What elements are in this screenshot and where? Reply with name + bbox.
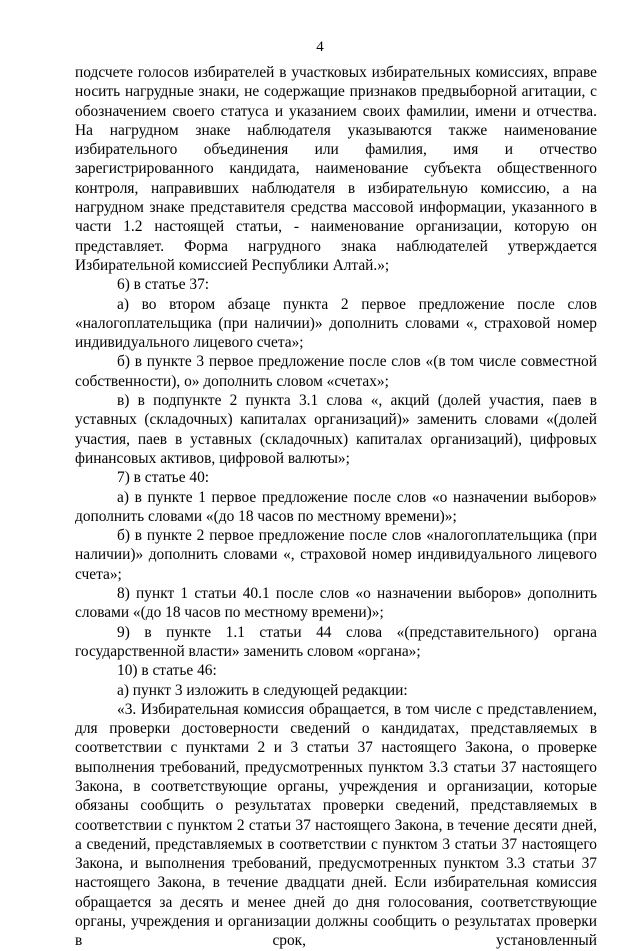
paragraph: б) в пункте 2 первое предложение после слов «налогоплательщика (при наличии)» дополнить словами «, страховой номер индивидуального лицевого счета»; [75, 527, 597, 583]
paragraph: 6) в статье 37: [117, 276, 210, 294]
document-body [75, 63, 597, 951]
paragraph: 9) в пункте 1.1 статьи 44 слова «(представительного) органа государственной власти» заменить словом «органа»; [75, 623, 597, 660]
paragraph: а) во втором абзаце пункта 2 первое предложение после слов «налогоплательщика (при наличии)» дополнить словами «, страховой номер индивидуального лицевого счета»; [75, 295, 597, 352]
paragraph: 8) пункт 1 статьи 40.1 после слов «о назначении выборов» дополнить словами «(до 18 часов по местному времени)»; [75, 585, 597, 622]
page-number: 4 [316, 39, 324, 55]
paragraph: 7) в статье 40: [117, 469, 210, 487]
paragraph: 10) в статье 46: [117, 662, 217, 680]
paragraph: а) пункт 3 изложить в следующей редакции: [117, 681, 408, 699]
paragraph: б) в пункте 3 первое предложение после слов «(в том числе совместной собственности), о» дополнить словом «счетах»; [75, 353, 597, 390]
paragraph: подсчете голосов избирателей в участковых избирательных комиссиях, вправе носить нагрудные знаки, не содержащие признаков предвыборной агитации, с обозначением своего статуса и указанием своих фамилии, имени и отчества. На нагрудном знаке наблюдателя указываются также наименование избирательного объединения или фамилия, имя и отчество зарегистрированного кандидата, наименование субъекта общественного контроля, направивших наблюдателя в избирательную комиссию, а на нагрудном знаке представителя средства массовой информации, указанного в части 1.2 настоящей статьи, - наименование организации, которую он представляет. Форма нагрудного знака наблюдателей утверждается Избирательной комиссией Республики Алтай.»; [75, 64, 597, 274]
paragraph: а) в пункте 1 первое предложение после слов «о назначении выборов» дополнить словами «(до 18 часов по местному времени)»; [75, 488, 597, 525]
paragraph: в) в подпункте 2 пункта 3.1 слова «, акций (долей участия, паев в уставных (складочных) капиталах организаций)» заменить словами «(долей участия, паев в уставных (складочных) капиталах организаций), цифровых финансовых активов, цифровой валюты»; [75, 392, 597, 467]
paragraph: «3. Избирательная комиссия обращается, в том числе с представлением, для проверки достоверности сведений о кандидатах, представляемых в соответствии с пунктами 2 и 3 статьи 37 настоящего Закона, о проверке выполнения требований, предусмотренных пунктом 3.3 статьи 37 настоящего Закона, в соответствующие органы, учреждения и организации, которые обязаны сообщить о результатах проверки сведений, представляемых в соответствии с пунктом 2 статьи 37 настоящего Закона, в течение десяти дней, а сведений, представляемых в соответствии с пунктом 3 статьи 37 настоящего Закона, и выполнения требований, предусмотренных пунктом 3.3 статьи 37 настоящего Закона, в течение двадцати дней. Если избирательная комиссия обращается за десять и менее дней до дня голосования, соответствующие органы, учреждения и организации должны сообщить о результатах проверки в срок, установленный [75, 700, 597, 950]
